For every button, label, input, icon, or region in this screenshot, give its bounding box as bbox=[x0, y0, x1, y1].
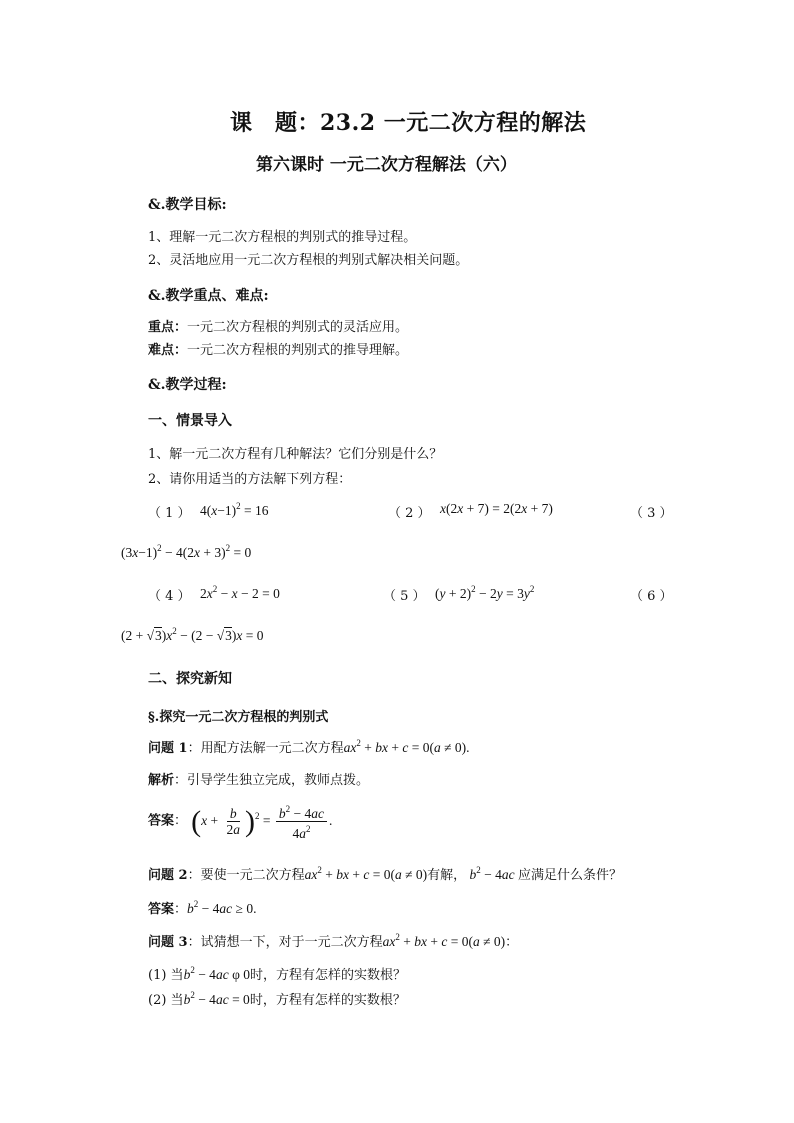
eq-label-1: （ 1 ） bbox=[148, 506, 191, 521]
eq-label-6: （ 6 ） bbox=[630, 589, 673, 604]
objective-item: 1、理解一元二次方程根的判别式的推导过程。 bbox=[148, 230, 417, 245]
key-label: 重点： bbox=[148, 320, 188, 335]
answer-1: 答案： (x + $\frac{b}{2a}$ )$^2$ = $\frac{b^2 - 4ac}{4a^2}$ . bbox=[148, 804, 333, 841]
eq-label-2: （ 2 ） bbox=[388, 506, 431, 521]
answer-2: 答案：$b^2 - 4ac \ge 0$. bbox=[148, 899, 257, 917]
problem3-label: 问题 3 bbox=[148, 935, 188, 950]
eq-label-5: （ 5 ） bbox=[383, 589, 426, 604]
sub2-text-a: (2) 当 bbox=[148, 993, 184, 1008]
problem1-label: 问题 1 bbox=[148, 741, 188, 756]
process-heading: &.教学过程: bbox=[148, 377, 227, 393]
problem-3: 问题 3：试猜想一下，对于一元二次方程$ax^2$ + bx + c = 0(a ≠ 0)： bbox=[148, 932, 519, 950]
equation-4: $2x^2 - x - 2 = 0$ bbox=[200, 584, 280, 601]
analysis-line bbox=[148, 769, 369, 788]
problem2-label: 问题 2 bbox=[148, 868, 188, 883]
difficult-label: 难点： bbox=[148, 343, 188, 358]
sub-question-2: (2) 当$b^2 - 4ac = 0$时，方程有怎样的实数根？ bbox=[148, 990, 406, 1008]
key-points-heading: &.教学重点、难点: bbox=[148, 288, 269, 304]
eq-label-4: （ 4 ） bbox=[148, 589, 191, 604]
sub-question-1: (1) 当$b^2 - 4ac$ φ 0时，方程有怎样的实数根？ bbox=[148, 965, 406, 983]
section2-heading: 二、探究新知 bbox=[148, 671, 232, 687]
problem-2: 问题 2：要使一元二次方程$ax^2$ + bx + c = 0(a ≠ 0)有解， $b^2 - 4ac$ 应满足什么条件？ bbox=[148, 865, 623, 883]
key-text: 一元二次方程根的判别式的灵活应用。 bbox=[187, 320, 409, 335]
sub1-text-b: 时，方程有怎样的实数根？ bbox=[249, 968, 406, 983]
question-1: 1、解一元二次方程有几种解法？它们分别是什么？ bbox=[148, 447, 443, 462]
answer1-label: 答案 bbox=[148, 813, 175, 829]
difficult-point-line bbox=[148, 339, 408, 358]
page-title: 课 题：23.2 一元二次方程的解法 bbox=[230, 110, 587, 136]
equation-2: x(2x + 7) = 2(2x + 7) bbox=[440, 501, 553, 516]
key-point-line bbox=[148, 316, 408, 335]
question-2: 2、请你用适当的方法解下列方程： bbox=[148, 472, 352, 487]
problem-1: 问题 1：用配方法解一元二次方程$ax^2$ + bx + c = 0(a ≠ 0). bbox=[148, 738, 470, 756]
problem2-text-c: 应满足什么条件？ bbox=[518, 868, 623, 883]
equation-5: $(y + 2)^2 - 2y = 3y^2$ bbox=[435, 584, 535, 601]
problem3-text: ：试猜想一下，对于一元二次方程 bbox=[187, 935, 383, 950]
objectives-heading: &.教学目标: bbox=[148, 197, 227, 213]
lesson-subtitle: 第六课时 一元二次方程解法（六） bbox=[256, 155, 517, 175]
equation-3: $(3x-1)^2 - 4(2x + 3)^2 = 0$ bbox=[121, 543, 252, 560]
problem2-text-b: 有解， bbox=[427, 868, 467, 883]
answer2-label: 答案 bbox=[148, 902, 175, 917]
sub1-text-a: (1) 当 bbox=[148, 968, 184, 983]
section2-subheading: §.探究一元二次方程根的判别式 bbox=[148, 710, 329, 725]
equation-1: $4(x-1)^2 = 16$ bbox=[200, 501, 269, 518]
difficult-text: 一元二次方程根的判别式的推导理解。 bbox=[187, 343, 409, 358]
problem1-text: ：用配方法解一元二次方程 bbox=[187, 741, 344, 756]
analysis-text: ：引导学生独立完成，教师点拨。 bbox=[174, 773, 370, 788]
equation-6: $(2 + √3)x^2 - (2 - √3)x = 0$ bbox=[121, 626, 264, 643]
sub2-text-b: 时，方程有怎样的实数根？ bbox=[249, 993, 406, 1008]
section1-heading: 一、情景导入 bbox=[148, 413, 232, 429]
analysis-label: 解析 bbox=[148, 773, 175, 788]
objective-item: 2、灵活地应用一元二次方程根的判别式解决相关问题。 bbox=[148, 253, 469, 268]
eq-label-3: （ 3 ） bbox=[630, 506, 673, 521]
problem2-text-a: ：要使一元二次方程 bbox=[187, 868, 305, 883]
